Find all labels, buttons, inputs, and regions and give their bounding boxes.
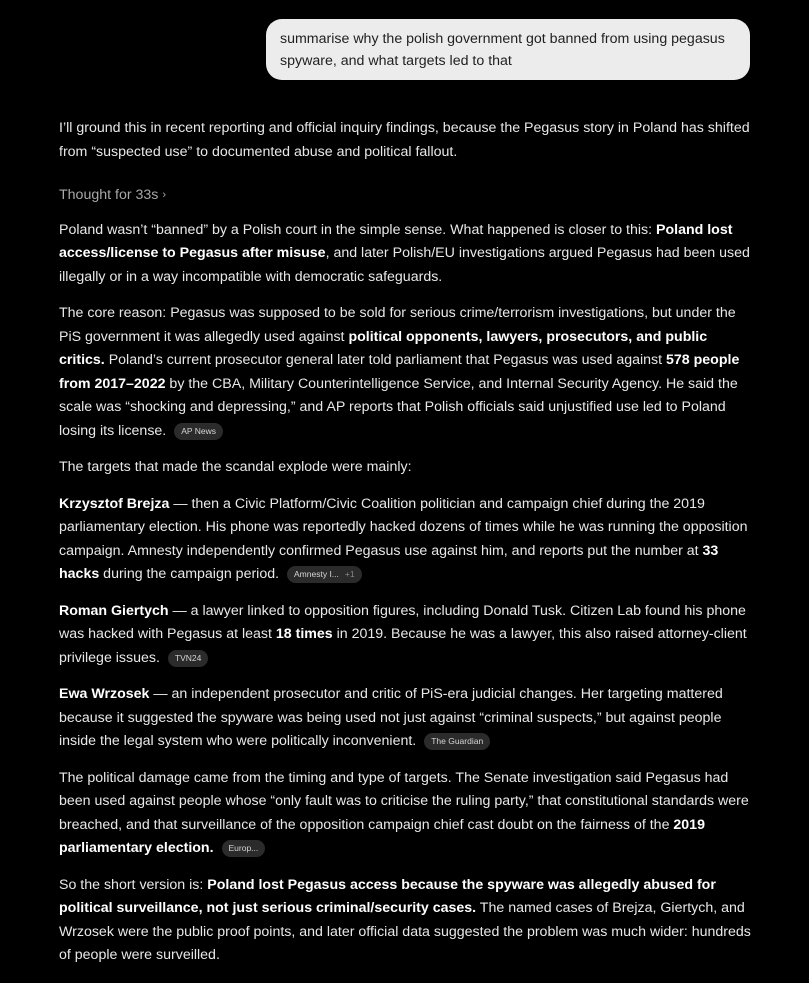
target-giertych: Roman Giertych — a lawyer linked to opposition figures, including Donald Tusk. Citizen Lab found his phone was hacked with Pegasus at least 18 times in 2019. Because he was a lawyer, this also raised attorney-client privilege issues. TVN24 [59,602,747,666]
target-name: Ewa Wrzosek [59,686,150,702]
target-name: Krzysztof Brejza [59,495,170,512]
paragraph-summary: So the short version is: Poland lost Pegasus access because the spyware was allegedly abused for political surveillance, not just serious criminal/security cases. The named cases of Brejza, Giertych, and Wrzosek were the public proof points, and later official data suggested the problem was much wider: hundreds of people were surveilled. [59,876,751,963]
thought-label: Thought for 33s [59,187,159,203]
target-brejza: Krzysztof Brejza — then a Civic Platform/Civic Coalition politician and campaign chief during the 2019 parliamentary election. His phone was reportedly hacked dozens of times while he was running the opposition campaign. Amnesty independently confirmed Pegasus use against him, and reports put the number at 33 hacks during the campaign period. Amnesty I... +1 [59,495,748,582]
assistant-reply [59,117,751,981]
paragraph-political-damage: The political damage came from the timing and type of targets. The Senate investigation said Pegasus had been used against people whose “only fault was to criticise the ruling party,” that constitutional standards were breached, and that surveillance of the opposition campaign chief cast doubt on the fairness of the 2019 parliamentary election. Europ... [59,769,749,856]
source-chip-europe[interactable]: Europ... [222,840,266,857]
source-chip-amnesty[interactable]: Amnesty I... +1 [287,566,362,583]
paragraph-banned: Poland wasn’t “banned” by a Polish court in the simple sense. What happened is closer to this: Poland lost access/license to Pegasus after misuse, and later Polish/EU investigations argued Pegasus had been used illegally or in a way incompatible with democratic safeguards. [59,221,750,285]
source-chip-guardian[interactable]: The Guardian [424,733,490,750]
user-message-text: summarise why the polish government got banned from using pegasus spyware, and what targets led to that [280,31,725,69]
user-message-bubble [266,19,750,80]
target-wrzosek: Ewa Wrzosek — an independent prosecutor and critic of PiS-era judicial changes. Her targeting mattered because it suggested the spyware was being used not just against “criminal suspects,” but against people inside the legal system who were politically inconvenient. The Guardian [59,686,723,749]
source-chip-tvn24[interactable]: TVN24 [168,650,208,667]
reply-intro: I’ll ground this in recent reporting and official inquiry findings, because the Pegasus story in Poland has shifted from “suspected use” to documented abuse and political fallout. [59,120,750,160]
paragraph-targets-intro: The targets that made the scandal explode were mainly: [59,459,412,475]
source-chip-ap-news[interactable]: AP News [174,423,223,440]
target-name: Roman Giertych [59,602,169,619]
thought-toggle[interactable] [59,184,751,208]
chevron-right-icon: › [162,189,167,201]
paragraph-core-reason: The core reason: Pegasus was supposed to be sold for serious crime/terrorism investigations, but under the PiS government it was allegedly used against political opponents, lawyers, prosecutors, and public critics. Poland’s current prosecutor general later told parliament that Pegasus was used against 578 people from 2017–2022 by the CBA, Military Counterintelligence Service, and Internal Security Agency. He said the scale was “shocking and depressing,” and AP reports that Polish officials said unjustified use led to Poland losing its license. AP News [59,305,740,439]
